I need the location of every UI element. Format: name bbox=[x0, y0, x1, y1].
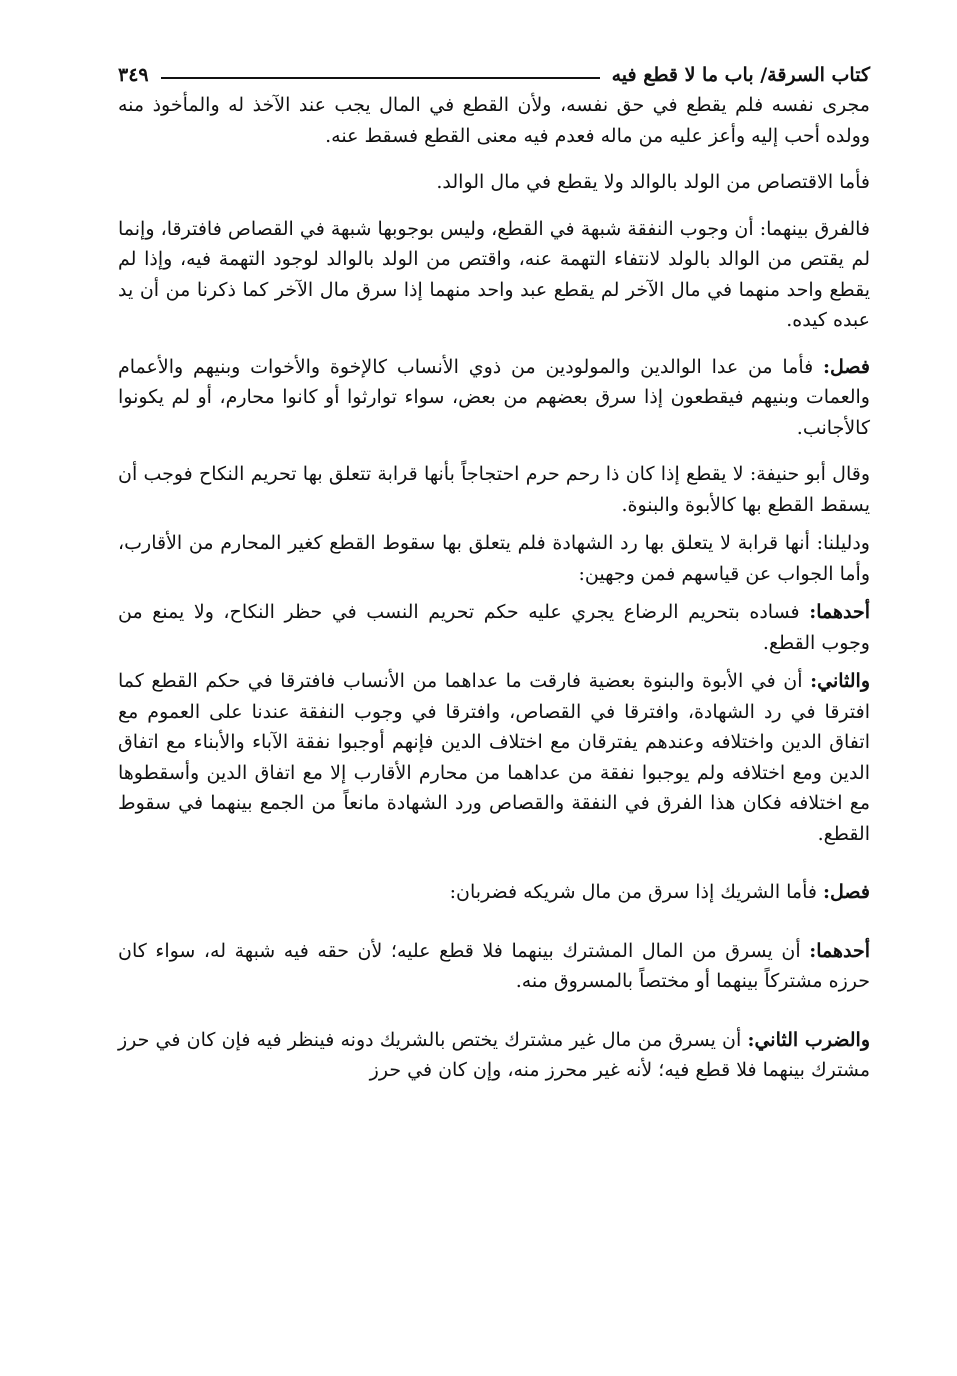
section-lead: والثاني: bbox=[810, 670, 870, 692]
paragraph-9 bbox=[118, 877, 870, 908]
section-lead: والضرب الثاني: bbox=[747, 1028, 871, 1051]
paragraph-text: فأما الشريك إذا سرق من مال شريكه فضربان: bbox=[449, 881, 824, 903]
paragraph-text: وقال أبو حنيفة: لا يقطع إذا كان ذا رحم حرم احتجاجاً بأنها قرابة تتعلق بها تحريم النكاح فوجب أن يسقط القطع بها كالأبوة والبنوة. bbox=[118, 463, 870, 516]
paragraph-text: مجرى نفسه فلم يقطع في حق نفسه، ولأن القطع في المال يجب عند الآخذ له والمأخوذ منه وولده أحب إليه وأعز عليه من ماله فعدم فيه معنى القطع فسقط عنه. bbox=[118, 94, 870, 147]
section-lead: أحدهما: bbox=[809, 601, 870, 623]
paragraph-text: أن في الأبوة والبنوة بعضية فارقت ما عداهما من الأنساب فافترقا في حكم القطع كما افترقا في رد الشهادة، وافترقا في القصاص، وافترقا في وجوب النفقة عندنا على العموم مع اتفاق الدين واختلافه وعندهم يفترقان مع اختلاف الدين فإنهم أوجبوا نفقة الآباء والأبناء مع اتفاق الدين ومع اختلافه ولم يوجبوا نفقة من عداهما من محارم الأقارب إلا مع اتفاق الدين وأسقطوها مع اختلافه فكان هذا الفرق في النفقة والقصاص ورد الشهادة مانعاً من الجمع بينهما في سقوط القطع. bbox=[118, 670, 870, 845]
section-lead: فصل: bbox=[823, 355, 870, 378]
paragraph-10 bbox=[118, 936, 870, 997]
paragraph-7 bbox=[118, 597, 870, 658]
paragraph-text: فالفرق بينهما: أن وجوب النفقة شبهة في القطع، وليس بوجوبها شبهة في القصاص فافترقا، وإنما لم يقتص من الوالد بالولد لانتفاء التهمة عنه، واقتص من الولد بالوالد لوجود التهمة فيه، وإذا لم يقطع واحد منهما في مال الآخر لم يقطع عبد واحد منهما إذا سرق مال الآخر كما ذكرنا من أن يد عبده كيده. bbox=[118, 217, 870, 331]
paragraph-text: فأما من عدا الوالدين والمولودين من ذوي الأنساب كالإخوة والأخوات وبنيهم والأعمام والعمات وبنيهم فيقطعون إذا سرق بعضهم من بعض، سواء توارثوا أو كانوا محارم، أو لم يكونوا كالأجانب. bbox=[118, 355, 870, 439]
header-rule bbox=[161, 77, 600, 79]
paragraph-text: أن يسرق من مال غير مشترك يختص بالشريك دونه فينظر فيه فإن كان في حرز مشترك بينهما فلا قطع فيه؛ لأنه غير محرز منه، وإن كان في حرز bbox=[118, 1028, 870, 1081]
page-number: ٣٤٩ bbox=[118, 64, 149, 86]
paragraph-3 bbox=[118, 214, 870, 336]
section-lead: أحدهما: bbox=[809, 939, 870, 962]
paragraph-text: ودليلنا: أنها قرابة لا يتعلق بها رد الشهادة فلم يتعلق بها سقوط القطع كغير المحارم من الأقارب، وأما الجواب عن قياسهم فمن وجهين: bbox=[118, 532, 870, 585]
paragraph-2 bbox=[118, 167, 870, 198]
paragraph-6 bbox=[118, 528, 870, 589]
paragraph-text: فساده بتحريم الرضاع يجري عليه حكم تحريم النسب في حظر النكاح، ولا يمنع من وجوب القطع. bbox=[118, 601, 870, 654]
section-lead: فصل: bbox=[823, 881, 870, 903]
paragraph-text: فأما الاقتصاص من الولد بالوالد ولا يقطع في مال الوالد. bbox=[436, 171, 870, 193]
running-header bbox=[118, 60, 870, 90]
paragraph-8 bbox=[118, 666, 870, 849]
paragraph-5 bbox=[118, 459, 870, 520]
paragraph-1 bbox=[118, 90, 870, 151]
book-page bbox=[118, 60, 870, 1086]
paragraph-text: أن يسرق من المال المشترك بينهما فلا قطع عليه؛ لأن حقه فيه شبهة له، سواء كان حرزه مشتركاً بينهما أو مختصاً بالمسروق منه. bbox=[118, 939, 870, 992]
paragraph-11 bbox=[118, 1025, 870, 1086]
paragraph-4 bbox=[118, 352, 870, 444]
header-title: كتاب السرقة/ باب ما لا قطع فيه bbox=[611, 64, 870, 86]
